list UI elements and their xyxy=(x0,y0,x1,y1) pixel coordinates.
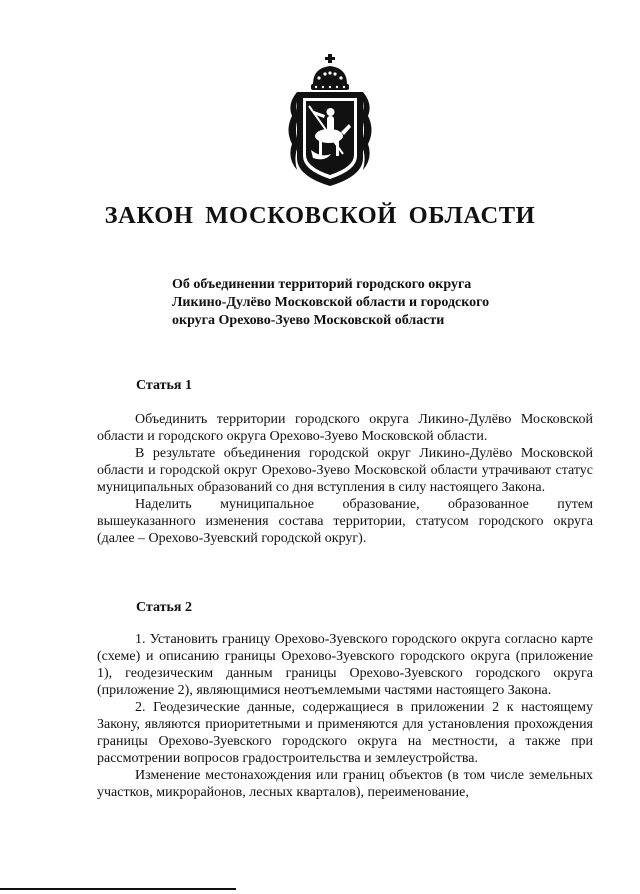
law-title: ЗАКОН МОСКОВСКОЙ ОБЛАСТИ xyxy=(104,202,536,229)
article-2-heading: Статья 2 xyxy=(136,600,192,615)
article-paragraph: Объединить территории городского округа Ликино-Дулёво Московской области и городского округа Орехово-Зуево Московской области. xyxy=(97,412,593,444)
law-subtitle xyxy=(172,276,552,330)
coat-of-arms-icon xyxy=(283,54,377,188)
article-paragraph: В результате объединения городской округ Ликино-Дулёво Московской области и городской округ Орехово-Зуево Московской области утрачивают статус муниципальных образований со дня вступления в силу настоящего Закона. xyxy=(97,446,593,495)
law-subtitle-line: округа Орехово-Зуево Московской области xyxy=(172,313,445,328)
law-subtitle-line: Об объединении территорий городского округа xyxy=(172,277,472,292)
article-1-body xyxy=(97,411,593,547)
article-paragraph: Изменение местонахождения или границ объектов (в том числе земельных участков, микрорайонов, лесных кварталов), переименование, xyxy=(97,768,593,800)
article-1-heading: Статья 1 xyxy=(136,378,192,393)
article-paragraph: 2. Геодезические данные, содержащиеся в приложении 2 к настоящему Закону, являются приоритетными и применяются для установления прохождения границы Орехово-Зуевского городского округа на местности, а также при рассмотрении вопросов градостроительства и землеустройства. xyxy=(97,700,593,766)
law-subtitle-line: Ликино-Дулёво Московской области и городского xyxy=(172,295,490,310)
page-bottom-rule xyxy=(0,888,236,890)
article-2-body xyxy=(97,631,593,801)
article-paragraph: 1. Установить границу Орехово-Зуевского городского округа согласно карте (схеме) и описанию границы Орехово-Зуевского городского округа (приложение 1), геодезическим данным границы Орехово-Зуевского городского округа (приложение 2), являющимися неотъемлемыми частями настоящего Закона. xyxy=(97,632,593,698)
article-paragraph: Наделить муниципальное образование, образованное путем вышеуказанного изменения состава территории, статусом городского округа (далее – Орехово-Зуевский городской округ). xyxy=(97,497,593,546)
